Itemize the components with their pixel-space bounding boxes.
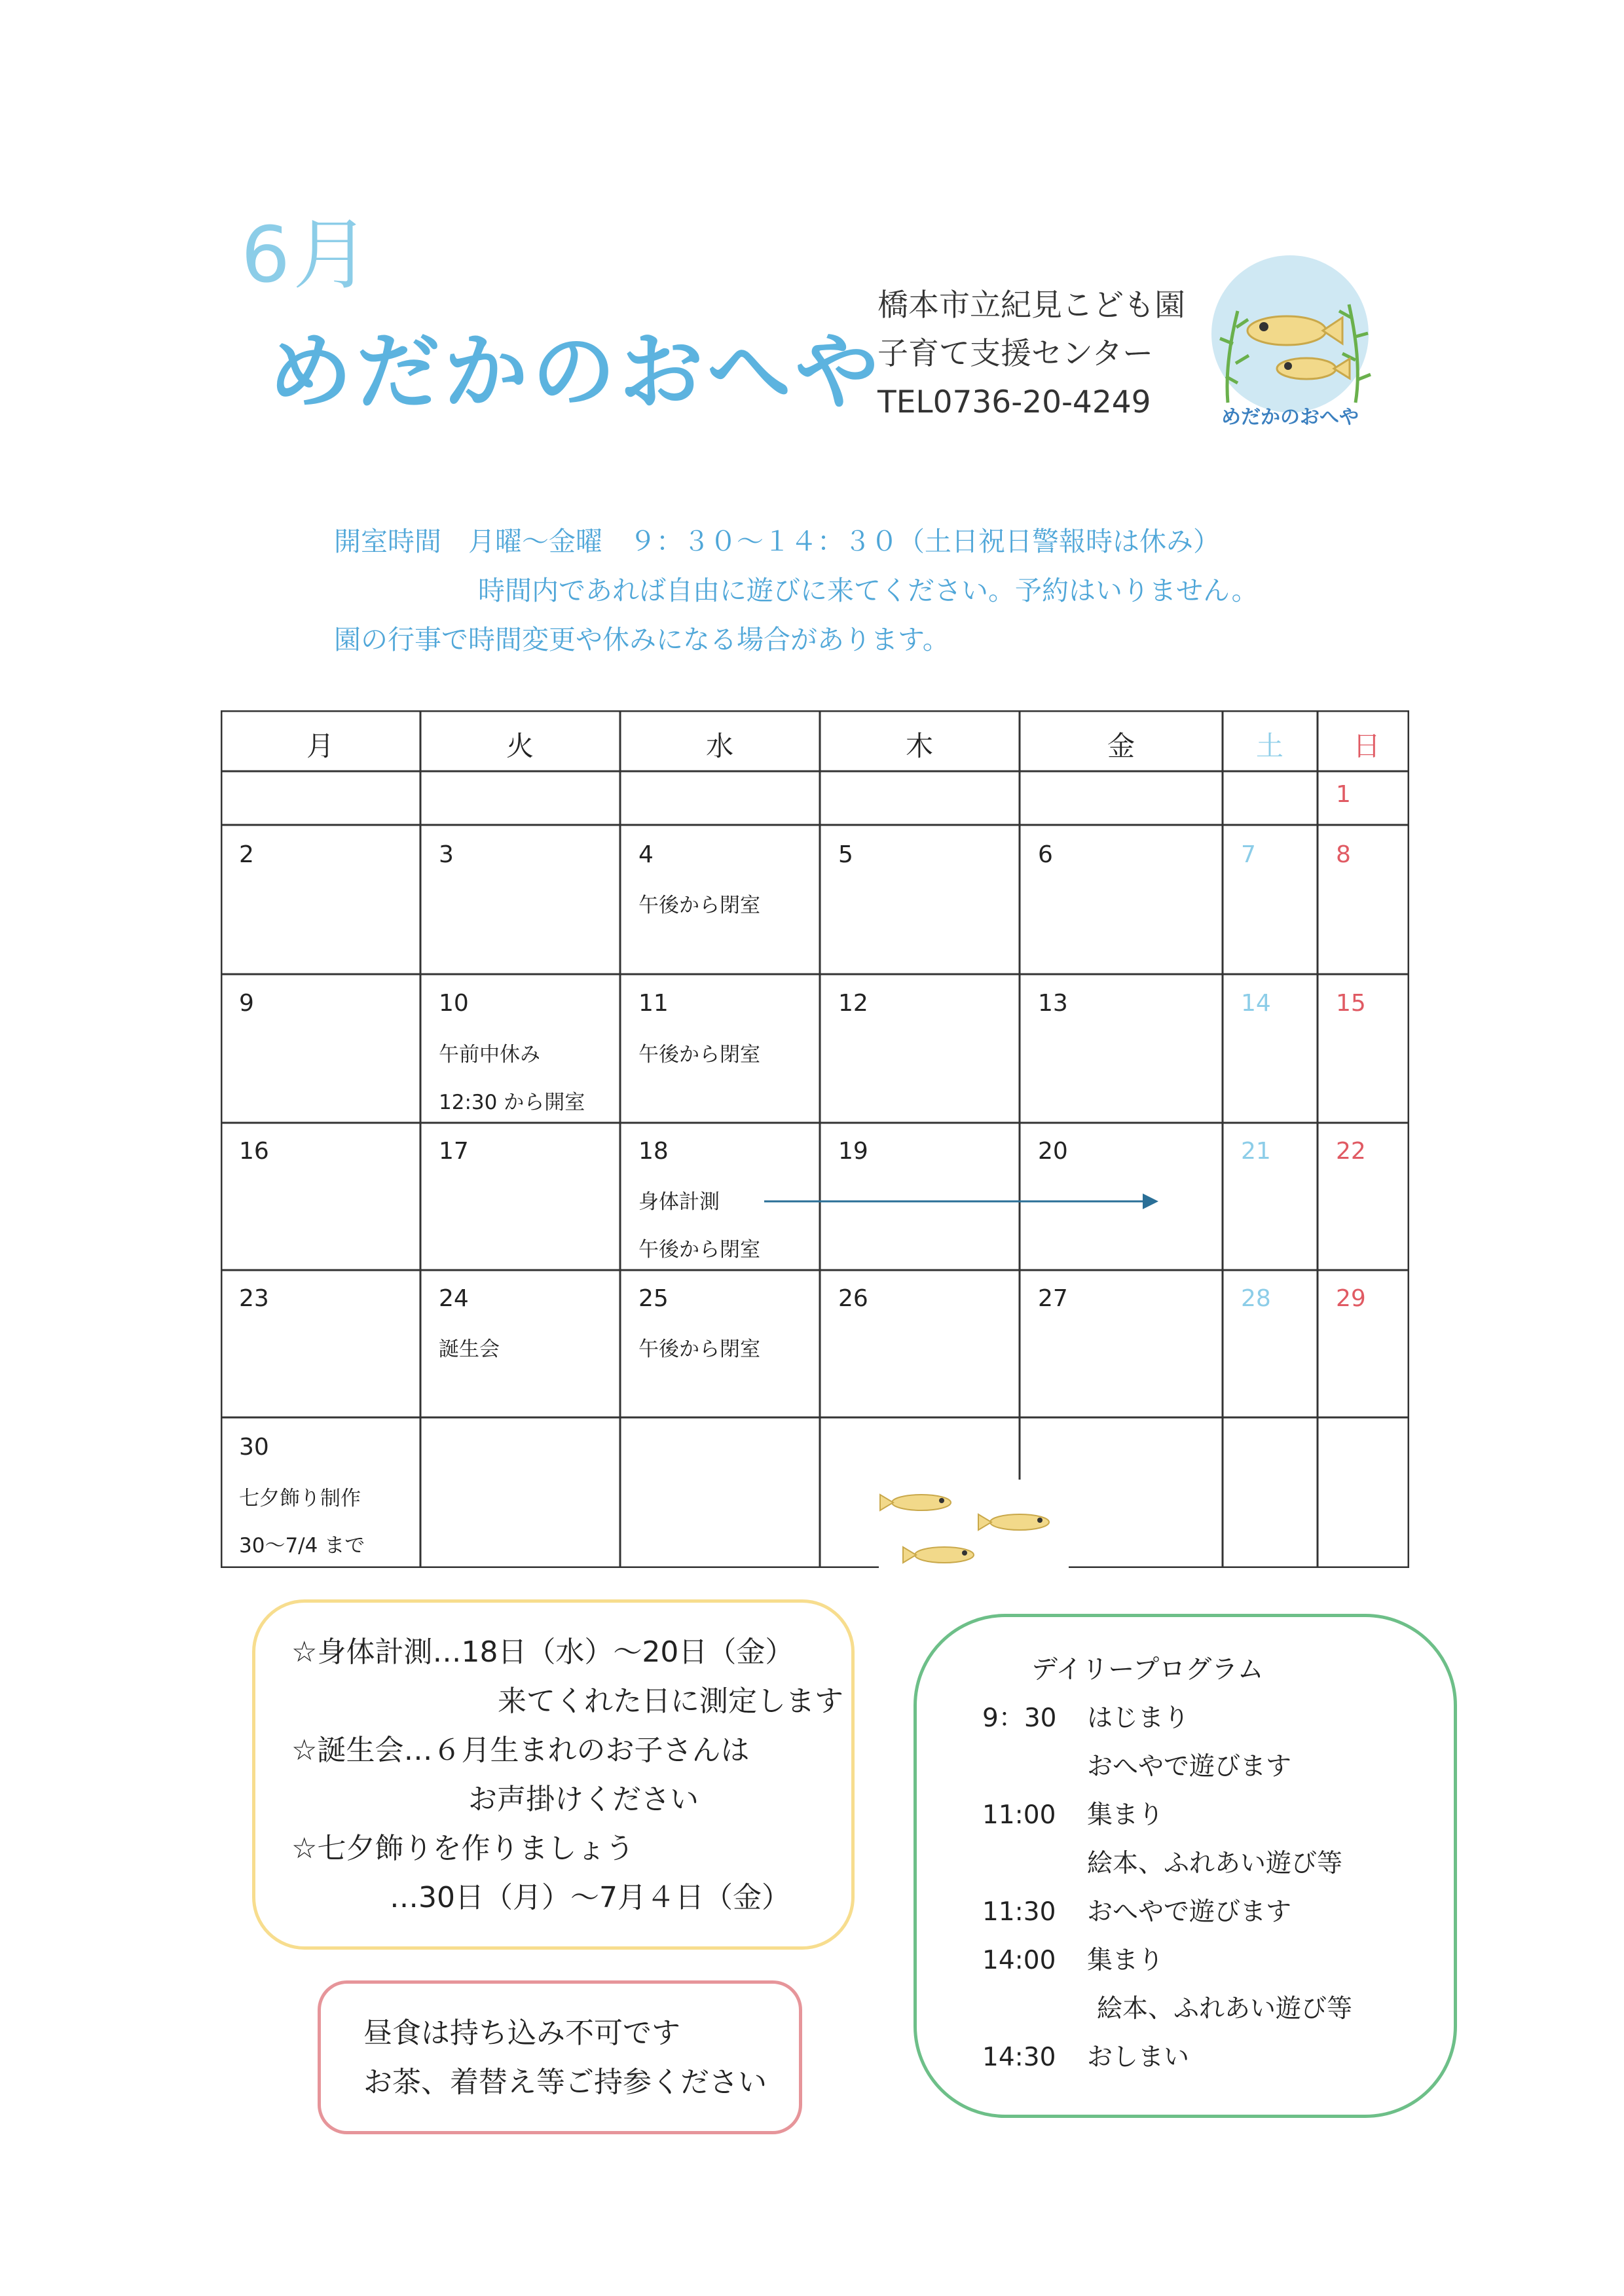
- day-25-note: 午後から閉室: [638, 1338, 760, 1361]
- hours-line-1: 開室時間 月曜～金曜 ９：３０～１４：３０（土日祝日警報時は休み）: [334, 526, 1220, 557]
- day-23: 23: [239, 1285, 269, 1312]
- program-row: おへやで遊びます: [1087, 1752, 1292, 1781]
- calendar: [221, 710, 1409, 1568]
- day-30-note-1: 七夕飾り制作: [239, 1487, 361, 1510]
- weekday-mon: 月: [306, 730, 334, 762]
- day-9: 9: [239, 990, 254, 1017]
- day-10-note-2: 12:30 から開室: [439, 1091, 585, 1114]
- program-row: 11:00 集まり: [982, 1800, 1164, 1830]
- program-title: デイリープログラム: [1031, 1654, 1264, 1685]
- measurement-arrow: [764, 1194, 1158, 1209]
- day-5: 5: [838, 841, 853, 868]
- program-list: [982, 1694, 1352, 2082]
- event-birthday: ☆誕生会…６月生まれのお子さんは: [291, 1734, 750, 1767]
- day-30-note-2: 30～7/4 まで: [239, 1534, 365, 1558]
- day-11-note: 午後から閉室: [638, 1043, 760, 1066]
- day-18: 18: [638, 1138, 669, 1165]
- day-22: 22: [1336, 1138, 1366, 1165]
- day-14: 14: [1241, 990, 1271, 1017]
- event-birthday-detail: お声掛けください: [468, 1783, 699, 1816]
- day-21: 21: [1241, 1138, 1271, 1165]
- day-7: 7: [1241, 841, 1256, 868]
- weekday-tue: 火: [506, 730, 534, 762]
- month-heading: 6月: [241, 210, 373, 300]
- day-2: 2: [239, 841, 254, 868]
- day-17: 17: [439, 1138, 469, 1165]
- organization-info: [877, 282, 1185, 427]
- weekday-thu: 木: [905, 730, 933, 762]
- event-measurement-detail: 来てくれた日に測定します: [498, 1685, 843, 1718]
- weekday-wed: 水: [705, 730, 733, 762]
- org-name: 橋本市立紀見こども園: [877, 287, 1185, 323]
- day-26: 26: [838, 1285, 868, 1312]
- logo-caption: めだかのおへや: [1221, 406, 1359, 429]
- day-1: 1: [1336, 781, 1351, 808]
- day-27: 27: [1038, 1285, 1068, 1312]
- program-row: 11:30 おへやで遊びます: [982, 1897, 1292, 1927]
- hours-line-2: 時間内であれば自由に遊びに来てください。予約はいりません。: [478, 575, 1259, 606]
- lunch-line-2: お茶、着替え等ご持参ください: [363, 2066, 767, 2099]
- program-row: 絵本、ふれあい遊び等: [1097, 1994, 1353, 2024]
- event-tanabata: ☆七夕飾りを作りましょう: [291, 1832, 635, 1865]
- weekday-fri: 金: [1107, 730, 1135, 762]
- day-30: 30: [239, 1434, 269, 1461]
- lunch-line-1: 昼食は持ち込み不可です: [363, 2016, 680, 2050]
- daily-program: [913, 1614, 1457, 2118]
- events-box: [252, 1599, 855, 1950]
- calendar-grid: [221, 710, 1409, 1568]
- day-19: 19: [838, 1138, 868, 1165]
- program-row: 14:30 おしまい: [982, 2043, 1190, 2072]
- lunch-notice: [318, 1980, 802, 2134]
- day-18-note-1: 身体計測: [638, 1190, 720, 1214]
- weekday-sun: 日: [1352, 730, 1380, 762]
- day-16: 16: [239, 1138, 269, 1165]
- day-20: 20: [1038, 1138, 1068, 1165]
- day-4: 4: [638, 841, 654, 868]
- org-department: 子育て支援センター: [877, 336, 1154, 372]
- day-4-note: 午後から閉室: [638, 894, 760, 917]
- day-8: 8: [1336, 841, 1351, 868]
- day-24-note: 誕生会: [439, 1338, 500, 1361]
- day-25: 25: [638, 1285, 669, 1312]
- day-3: 3: [439, 841, 454, 868]
- day-12: 12: [838, 990, 868, 1017]
- hours-line-3: 園の行事で時間変更や休みになる場合があります。: [334, 624, 950, 655]
- weekday-sat: 土: [1255, 730, 1283, 762]
- day-10-note-1: 午前中休み: [439, 1043, 540, 1066]
- program-row: 14:00 集まり: [982, 1946, 1164, 1975]
- day-6: 6: [1038, 841, 1053, 868]
- day-11: 11: [638, 990, 669, 1017]
- event-tanabata-detail: …30日（月）～7月４日（金）: [390, 1881, 790, 1914]
- decorative-fish-icon: [879, 1480, 1069, 1578]
- org-phone: TEL0736-20-4249: [877, 384, 1151, 420]
- day-10: 10: [439, 990, 469, 1017]
- page-title: めだかのおへや: [268, 323, 883, 421]
- day-29: 29: [1336, 1285, 1366, 1312]
- medaka-logo: [1189, 252, 1392, 435]
- program-row: 絵本、ふれあい遊び等: [1087, 1849, 1343, 1878]
- day-13: 13: [1038, 990, 1068, 1017]
- event-measurement: ☆身体計測…18日（水）～20日（金）: [291, 1635, 794, 1669]
- opening-hours: [334, 517, 1258, 665]
- day-15: 15: [1336, 990, 1366, 1017]
- day-24: 24: [439, 1285, 469, 1312]
- day-18-note-2: 午後から閉室: [638, 1238, 760, 1262]
- program-row: 9：30 はじまり: [982, 1704, 1190, 1733]
- day-28: 28: [1241, 1285, 1271, 1312]
